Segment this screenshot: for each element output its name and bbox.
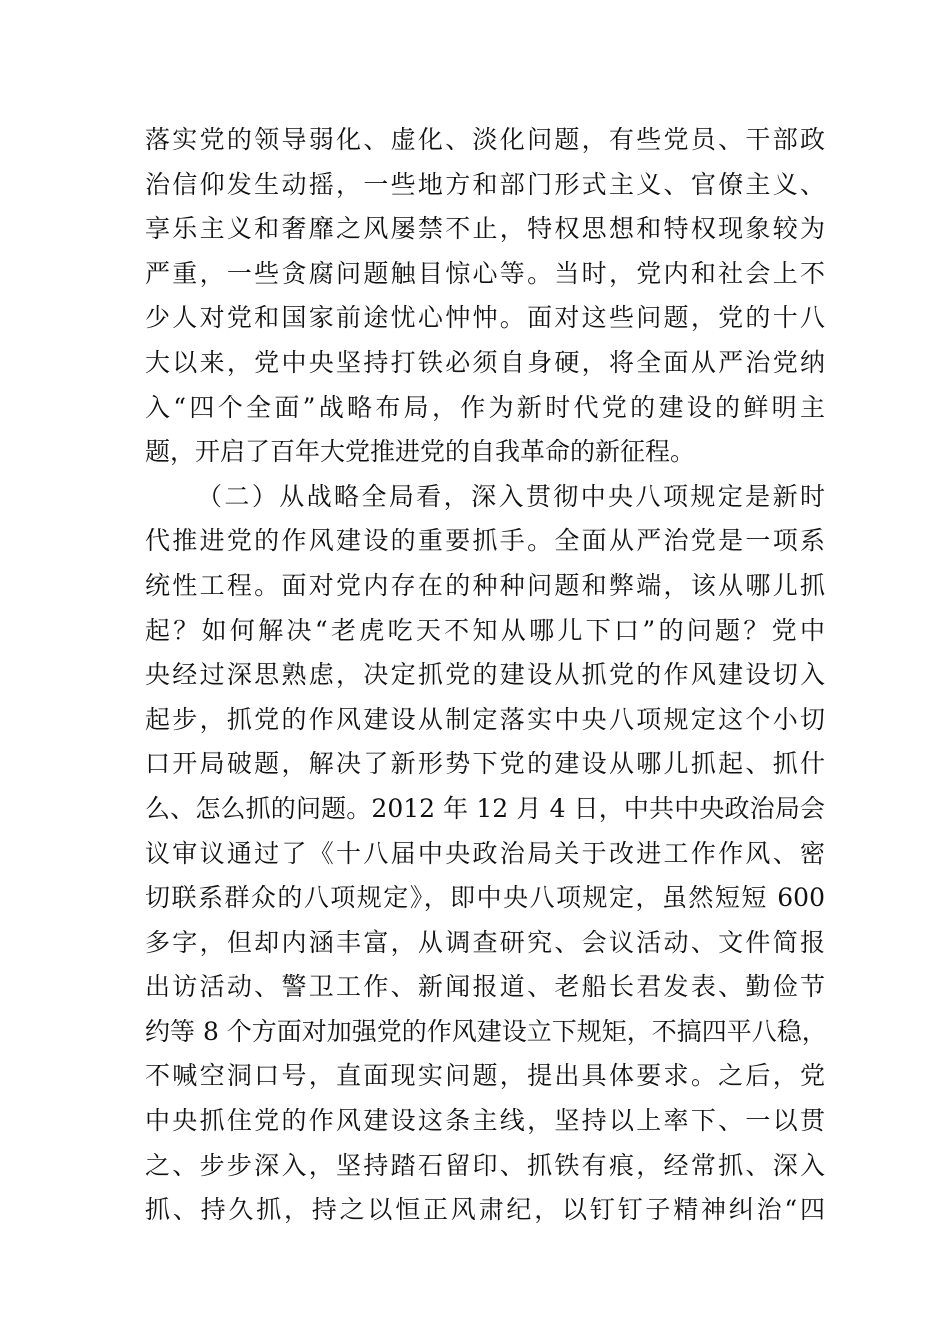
text-line: 多字，但却内涵丰富，从调查研究、会议活动、文件简报 [145, 927, 825, 957]
text-line: 之、步步深入，坚持踏石留印、抓铁有痕，经常抓、深入 [145, 1150, 825, 1180]
body-text [145, 118, 825, 1233]
text-line: 不喊空洞口号，直面现实问题，提出具体要求。之后，党 [145, 1061, 825, 1091]
text-line: 出访活动、警卫工作、新闻报道、老船长君发表、勤俭节 [145, 972, 825, 1002]
paragraph-start-line: （二）从战略全局看，深入贯彻中央八项规定是新时 [197, 481, 825, 511]
text-line: 统性工程。面对党内存在的种种问题和弊端，该从哪儿抓 [145, 570, 825, 600]
text-line: 起？如何解决“老虎吃天不知从哪儿下口”的问题？党中 [145, 615, 825, 645]
text-line: 起步，抓党的作风建设从制定落实中央八项规定这个小切 [145, 704, 825, 734]
text-line: 抓、持久抓，持之以恒正风肃纪，以钉钉子精神纠治“四 [145, 1195, 825, 1225]
text-line: 央经过深思熟虑，决定抓党的建设从抓党的作风建设切入 [145, 660, 825, 690]
text-line: 题，开启了百年大党推进党的自我革命的新征程。 [145, 437, 696, 467]
text-line: 么、怎么抓的问题。2012 年 12 月 4 日，中共中央政治局会 [145, 793, 825, 823]
text-line: 大以来，党中央坚持打铁必须自身硬，将全面从严治党纳 [145, 347, 825, 377]
text-line: 口开局破题，解决了新形势下党的建设从哪儿抓起、抓什 [145, 749, 825, 779]
text-line: 代推进党的作风建设的重要抓手。全面从严治党是一项系 [145, 526, 825, 556]
text-line: 议审议通过了《十八届中央政治局关于改进工作作风、密 [145, 838, 825, 868]
text-line: 享乐主义和奢靡之风屡禁不止，特权思想和特权现象较为 [145, 214, 825, 244]
text-line: 严重，一些贪腐问题触目惊心等。当时，党内和社会上不 [145, 258, 825, 288]
text-line: 中央抓住党的作风建设这条主线，坚持以上率下、一以贯 [145, 1106, 825, 1136]
text-line: 治信仰发生动摇，一些地方和部门形式主义、官僚主义、 [145, 169, 825, 199]
text-line: 少人对党和国家前途忧心忡忡。面对这些问题，党的十八 [145, 303, 825, 333]
text-line: 落实党的领导弱化、虚化、淡化问题，有些党员、干部政 [145, 125, 825, 154]
text-line: 切联系群众的八项规定》，即中央八项规定，虽然短短 600 [145, 883, 825, 913]
text-line: 入“四个全面”战略布局，作为新时代党的建设的鲜明主 [145, 392, 825, 422]
text-line: 约等 8 个方面对加强党的作风建设立下规矩，不搞四平八稳， [145, 1016, 827, 1046]
